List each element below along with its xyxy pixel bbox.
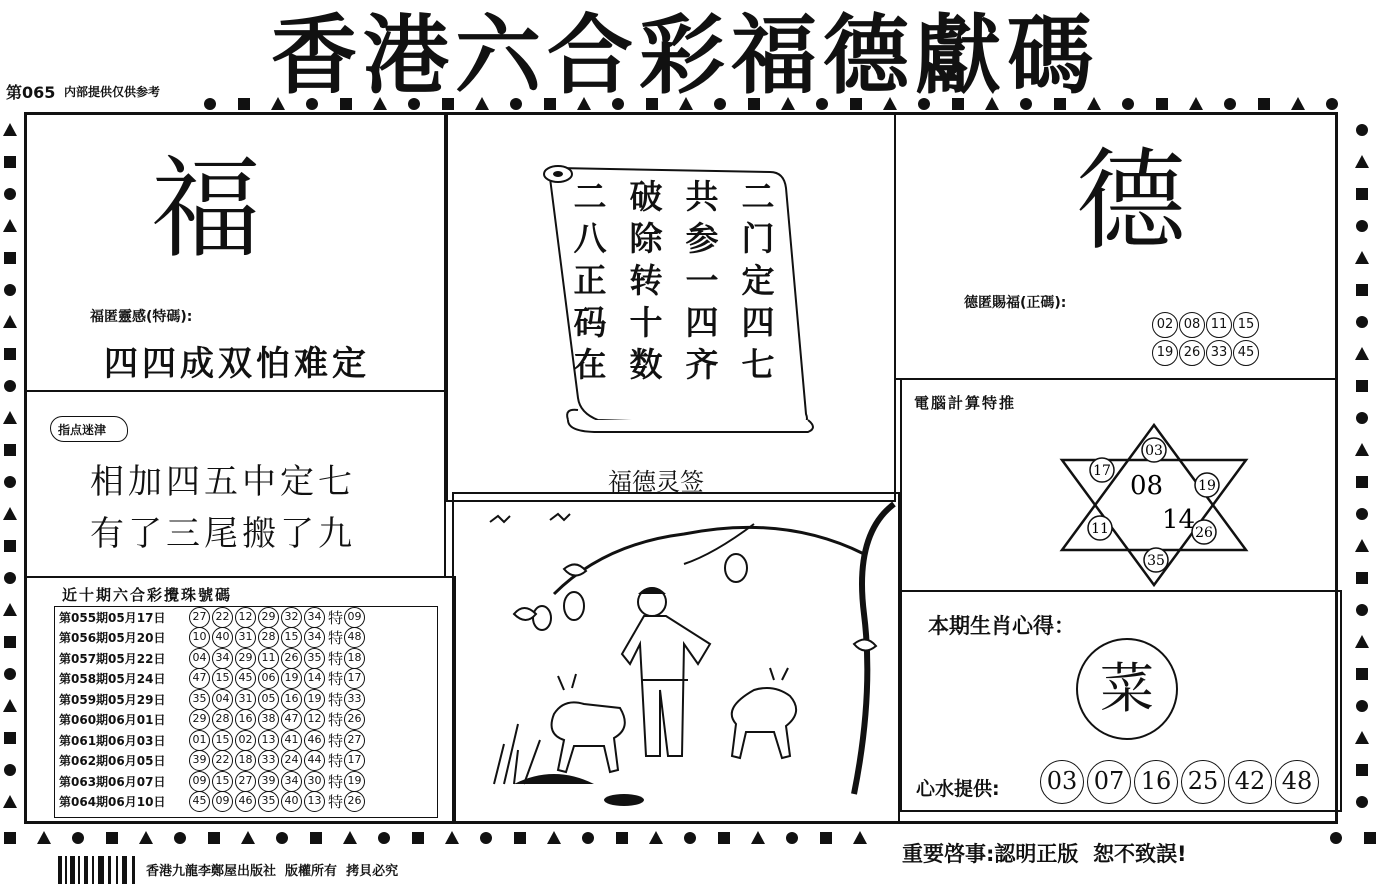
frame-dot xyxy=(1356,604,1368,616)
history-number: 34 xyxy=(304,627,325,648)
heart-water-label: 心水提供: xyxy=(916,778,1000,800)
frame-dot xyxy=(1364,832,1376,844)
frame-dot xyxy=(1356,764,1368,776)
frame-dot xyxy=(1330,832,1342,844)
special-label: 特 xyxy=(328,711,344,730)
frame-dot xyxy=(1291,97,1305,110)
fruit-1 xyxy=(564,592,584,620)
frame-dot xyxy=(853,831,867,844)
scroll-column xyxy=(626,176,666,386)
hint-tag: 指点迷津 xyxy=(58,423,107,437)
frame-dot xyxy=(4,832,16,844)
frame-dot xyxy=(1189,97,1203,110)
history-number: 35 xyxy=(304,648,325,669)
scroll-character: 数 xyxy=(629,345,663,384)
history-number: 35 xyxy=(258,791,279,812)
star-of-david xyxy=(1054,420,1254,590)
frame-dot xyxy=(310,832,322,844)
svg-text:17: 17 xyxy=(1093,463,1111,479)
special-label: 特 xyxy=(328,608,344,627)
history-number: 32 xyxy=(281,607,302,628)
fu-panel xyxy=(24,112,446,392)
history-number: 02 xyxy=(235,730,256,751)
scroll-character: 十 xyxy=(629,303,663,342)
frame-dot xyxy=(4,476,16,488)
special-label: 特 xyxy=(328,649,344,668)
fruit-3 xyxy=(725,554,747,582)
frame-dot xyxy=(204,98,216,110)
history-row xyxy=(55,710,437,731)
frame-dot xyxy=(1356,668,1368,680)
frame-dot xyxy=(1356,380,1368,392)
scroll-character: 四 xyxy=(741,303,775,342)
history-number: 26 xyxy=(281,648,302,669)
history-number: 15 xyxy=(212,730,233,751)
frame-dot xyxy=(4,348,16,360)
frame-dot xyxy=(582,832,594,844)
history-number: 16 xyxy=(235,709,256,730)
history-number: 31 xyxy=(235,689,256,710)
scroll-character: 八 xyxy=(573,219,607,258)
heart-water-numbers xyxy=(1040,760,1336,804)
history-number: 47 xyxy=(281,709,302,730)
frame-dot xyxy=(276,832,288,844)
scroll-character: 共 xyxy=(685,177,719,216)
history-row-label: 第064期06月10日 xyxy=(59,795,166,810)
frame-dot xyxy=(4,572,16,584)
history-number: 29 xyxy=(258,607,279,628)
frame-dot xyxy=(37,831,51,844)
scroll-character: 二 xyxy=(741,177,775,216)
frame-dot xyxy=(4,380,16,392)
history-special-number: 27 xyxy=(344,730,365,751)
de-number: 11 xyxy=(1206,312,1232,338)
history-number: 14 xyxy=(304,668,325,689)
frame-dot xyxy=(3,219,17,232)
frame-dot xyxy=(445,831,459,844)
illustration-panel xyxy=(452,492,900,824)
de-number: 08 xyxy=(1179,312,1205,338)
frame-dot xyxy=(1356,220,1368,232)
history-title: 近十期六合彩攪珠號碼 xyxy=(62,586,233,604)
frame-dot xyxy=(1356,124,1368,136)
fu-text: 四四成双怕难定 xyxy=(104,344,370,384)
history-number: 40 xyxy=(281,791,302,812)
history-rows xyxy=(55,607,437,812)
scroll-column xyxy=(682,176,722,386)
zodiac-character: 菜 xyxy=(1100,657,1154,720)
scroll-character: 齐 xyxy=(685,345,719,384)
frame-dot xyxy=(3,411,17,424)
frame-dot xyxy=(1156,98,1168,110)
history-number: 45 xyxy=(235,668,256,689)
frame-dot xyxy=(1356,700,1368,712)
history-row xyxy=(55,689,437,710)
frame-dot xyxy=(1356,796,1368,808)
history-number: 29 xyxy=(235,648,256,669)
history-number: 15 xyxy=(212,771,233,792)
history-number: 44 xyxy=(304,750,325,771)
history-panel xyxy=(24,576,456,824)
history-number: 34 xyxy=(212,648,233,669)
frame-dot xyxy=(1356,316,1368,328)
frame-dot xyxy=(4,764,16,776)
history-number: 29 xyxy=(189,709,210,730)
history-number: 04 xyxy=(189,648,210,669)
history-number: 45 xyxy=(189,791,210,812)
frame-dot xyxy=(480,832,492,844)
fruit-2 xyxy=(533,606,551,630)
scroll-caption: 福德灵签 xyxy=(608,468,704,496)
issue-number: 第065 xyxy=(6,83,56,102)
history-number: 22 xyxy=(212,750,233,771)
heart-water-number: 48 xyxy=(1275,760,1319,804)
fu-label: 福匿靈感(特碼): xyxy=(90,309,193,325)
history-number: 09 xyxy=(189,771,210,792)
frame-dot xyxy=(1355,443,1369,456)
scroll-character: 在 xyxy=(573,345,607,384)
history-number: 47 xyxy=(189,668,210,689)
history-row-label: 第058期05月24日 xyxy=(59,672,166,687)
frame-dot xyxy=(1356,572,1368,584)
history-row-label: 第057期05月22日 xyxy=(59,651,166,666)
barcode xyxy=(58,856,140,884)
scroll-character: 参 xyxy=(685,219,719,258)
heart-water-number: 07 xyxy=(1087,760,1131,804)
star-point-number xyxy=(1144,548,1168,572)
frame-dot xyxy=(616,832,628,844)
history-number: 15 xyxy=(281,627,302,648)
svg-text:03: 03 xyxy=(1145,443,1163,459)
history-number: 11 xyxy=(258,648,279,669)
scroll-character: 定 xyxy=(741,261,775,300)
history-row xyxy=(55,648,437,669)
history-number: 12 xyxy=(304,709,325,730)
frame-dot xyxy=(3,507,17,520)
svg-text:11: 11 xyxy=(1091,521,1109,537)
history-row xyxy=(55,628,437,649)
frame-dot xyxy=(1355,251,1369,264)
special-label: 特 xyxy=(328,793,344,812)
history-number: 27 xyxy=(235,771,256,792)
frame-dot xyxy=(106,832,118,844)
history-special-number: 18 xyxy=(344,648,365,669)
history-number: 39 xyxy=(258,771,279,792)
history-number: 41 xyxy=(281,730,302,751)
de-number: 33 xyxy=(1206,340,1232,366)
frame-dot xyxy=(514,832,526,844)
history-row xyxy=(55,607,437,628)
history-number: 46 xyxy=(304,730,325,751)
frame-dot xyxy=(241,831,255,844)
frame-dot xyxy=(174,832,186,844)
de-number: 45 xyxy=(1233,340,1259,366)
history-number: 06 xyxy=(258,668,279,689)
frame-dot xyxy=(4,252,16,264)
frame-dot xyxy=(4,188,16,200)
scroll-panel xyxy=(446,112,896,502)
frame-dot xyxy=(4,284,16,296)
history-number: 13 xyxy=(304,791,325,812)
star-point-number xyxy=(1195,473,1219,497)
history-number: 13 xyxy=(258,730,279,751)
frame-dot xyxy=(718,832,730,844)
frame-dot xyxy=(1326,98,1338,110)
history-row-label: 第055期05月17日 xyxy=(59,610,166,625)
history-row xyxy=(55,792,437,813)
frame-dot xyxy=(3,795,17,808)
special-label: 特 xyxy=(328,629,344,648)
star-title: 電腦計算特推 xyxy=(914,394,1017,412)
history-special-number: 26 xyxy=(344,709,365,730)
frame-dot xyxy=(1355,347,1369,360)
history-special-number: 33 xyxy=(344,689,365,710)
frame-dot xyxy=(139,831,153,844)
history-number: 46 xyxy=(235,791,256,812)
svg-text:19: 19 xyxy=(1198,478,1216,494)
de-panel xyxy=(894,112,1338,380)
scroll-poem xyxy=(562,176,782,386)
history-number: 34 xyxy=(281,771,302,792)
star-point-number xyxy=(1090,458,1114,482)
frame-dot xyxy=(412,832,424,844)
frame-dot xyxy=(1355,635,1369,648)
svg-text:35: 35 xyxy=(1147,553,1165,569)
history-number: 39 xyxy=(189,750,210,771)
scroll-column xyxy=(738,176,778,386)
history-row xyxy=(55,669,437,690)
history-number: 19 xyxy=(304,689,325,710)
special-label: 特 xyxy=(328,690,344,709)
frame-dot xyxy=(1224,98,1236,110)
frame-dot xyxy=(4,156,16,168)
frame-dot xyxy=(684,832,696,844)
history-number: 22 xyxy=(212,607,233,628)
scroll-character: 一 xyxy=(685,261,719,300)
heart-water-number: 03 xyxy=(1040,760,1084,804)
history-number: 19 xyxy=(281,668,302,689)
history-number: 04 xyxy=(212,689,233,710)
publisher-text: 香港九龍李鄭屋出版社 版權所有 拷貝必究 xyxy=(146,864,399,879)
history-number: 38 xyxy=(258,709,279,730)
hint-panel xyxy=(24,390,446,578)
star-point-number xyxy=(1192,520,1216,544)
frame-dot xyxy=(649,831,663,844)
heart-water-number: 42 xyxy=(1228,760,1272,804)
history-special-number: 26 xyxy=(344,791,365,812)
heart-water-number: 25 xyxy=(1181,760,1225,804)
history-number: 24 xyxy=(281,750,302,771)
frame-dot xyxy=(1355,539,1369,552)
frame-dot xyxy=(1356,476,1368,488)
frame-dot xyxy=(378,832,390,844)
history-special-number: 17 xyxy=(344,668,365,689)
history-row xyxy=(55,751,437,772)
scroll-character: 七 xyxy=(741,345,775,384)
frame-dot xyxy=(1355,155,1369,168)
history-number: 30 xyxy=(304,771,325,792)
frame-dot xyxy=(1356,284,1368,296)
frame-dot xyxy=(3,123,17,136)
frame-dot xyxy=(208,832,220,844)
de-numbers xyxy=(1152,312,1272,368)
special-label: 特 xyxy=(328,772,344,791)
frame-dot xyxy=(4,668,16,680)
history-row-label: 第059期05月29日 xyxy=(59,692,166,707)
star-center-number: 08 xyxy=(1130,471,1164,501)
history-table xyxy=(54,606,438,818)
notice-text: 重要啓事:認明正版 恕不致誤! xyxy=(902,842,1187,866)
de-number: 02 xyxy=(1152,312,1178,338)
hint-line-1: 相加四五中定七 xyxy=(90,462,356,502)
special-label: 特 xyxy=(328,752,344,771)
frame-dot xyxy=(3,699,17,712)
star-panel xyxy=(900,378,1338,592)
issue-note: 内部提供仅供参考 xyxy=(64,85,161,99)
frame-dot xyxy=(547,831,561,844)
history-number: 15 xyxy=(212,668,233,689)
history-special-number: 48 xyxy=(344,627,365,648)
frame-dot xyxy=(3,603,17,616)
history-number: 05 xyxy=(258,689,279,710)
frame-dot xyxy=(4,444,16,456)
heart-water-number: 16 xyxy=(1134,760,1178,804)
history-number: 09 xyxy=(212,791,233,812)
hint-line-2: 有了三尾搬了九 xyxy=(90,514,356,554)
scroll-character: 四 xyxy=(685,303,719,342)
scroll-character: 二 xyxy=(573,177,607,216)
frame-dot xyxy=(1355,731,1369,744)
history-special-number: 19 xyxy=(344,771,365,792)
history-number: 28 xyxy=(258,627,279,648)
history-number: 33 xyxy=(258,750,279,771)
scroll-character: 破 xyxy=(629,177,663,216)
history-number: 27 xyxy=(189,607,210,628)
de-character: 德 xyxy=(1076,137,1186,265)
history-row-label: 第062期06月05日 xyxy=(59,754,166,769)
scroll-character: 转 xyxy=(629,261,663,300)
history-number: 34 xyxy=(304,607,325,628)
history-special-number: 09 xyxy=(344,607,365,628)
svg-text:26: 26 xyxy=(1195,525,1213,541)
scroll-character: 正 xyxy=(573,261,607,300)
frame-dot xyxy=(1356,188,1368,200)
zodiac-title: 本期生肖心得： xyxy=(928,614,1075,638)
frame-dot xyxy=(786,832,798,844)
special-label: 特 xyxy=(328,670,344,689)
frame-dot xyxy=(3,315,17,328)
history-number: 18 xyxy=(235,750,256,771)
page-title: 香港六合彩福德獻碼 xyxy=(271,5,1099,106)
history-number: 12 xyxy=(235,607,256,628)
scroll-column xyxy=(570,176,610,386)
history-row-label: 第061期06月03日 xyxy=(59,733,166,748)
fu-character: 福 xyxy=(151,145,261,273)
star-center-number: 14 xyxy=(1162,505,1196,535)
history-row-label: 第063期06月07日 xyxy=(59,774,166,789)
frame-dot xyxy=(343,831,357,844)
history-number: 16 xyxy=(281,689,302,710)
history-number: 10 xyxy=(189,627,210,648)
frame-dot xyxy=(4,540,16,552)
history-row-label: 第056期05月20日 xyxy=(59,631,166,646)
history-row xyxy=(55,730,437,751)
history-number: 35 xyxy=(189,689,210,710)
frame-dot xyxy=(751,831,765,844)
de-label: 德匿賜福(正碼): xyxy=(964,295,1067,311)
frame-dot xyxy=(1356,412,1368,424)
history-number: 28 xyxy=(212,709,233,730)
history-row-label: 第060期06月01日 xyxy=(59,713,166,728)
scroll-character: 码 xyxy=(573,303,607,342)
star-point-number xyxy=(1088,516,1112,540)
scroll-character: 门 xyxy=(741,219,775,258)
history-number: 31 xyxy=(235,627,256,648)
history-row xyxy=(55,771,437,792)
de-number: 15 xyxy=(1233,312,1259,338)
frame-dot xyxy=(4,732,16,744)
frame-dot xyxy=(4,636,16,648)
fortune-god-illustration xyxy=(454,494,898,822)
star-point-number xyxy=(1142,438,1166,462)
history-special-number: 17 xyxy=(344,750,365,771)
frame-dot xyxy=(1258,98,1270,110)
special-label: 特 xyxy=(328,731,344,750)
frame-dot xyxy=(820,832,832,844)
scroll-character: 除 xyxy=(629,219,663,258)
history-number: 01 xyxy=(189,730,210,751)
frame-dot xyxy=(72,832,84,844)
zodiac-panel xyxy=(900,590,1342,812)
de-number: 19 xyxy=(1152,340,1178,366)
de-number: 26 xyxy=(1179,340,1205,366)
history-number: 40 xyxy=(212,627,233,648)
frame-dot xyxy=(1356,508,1368,520)
